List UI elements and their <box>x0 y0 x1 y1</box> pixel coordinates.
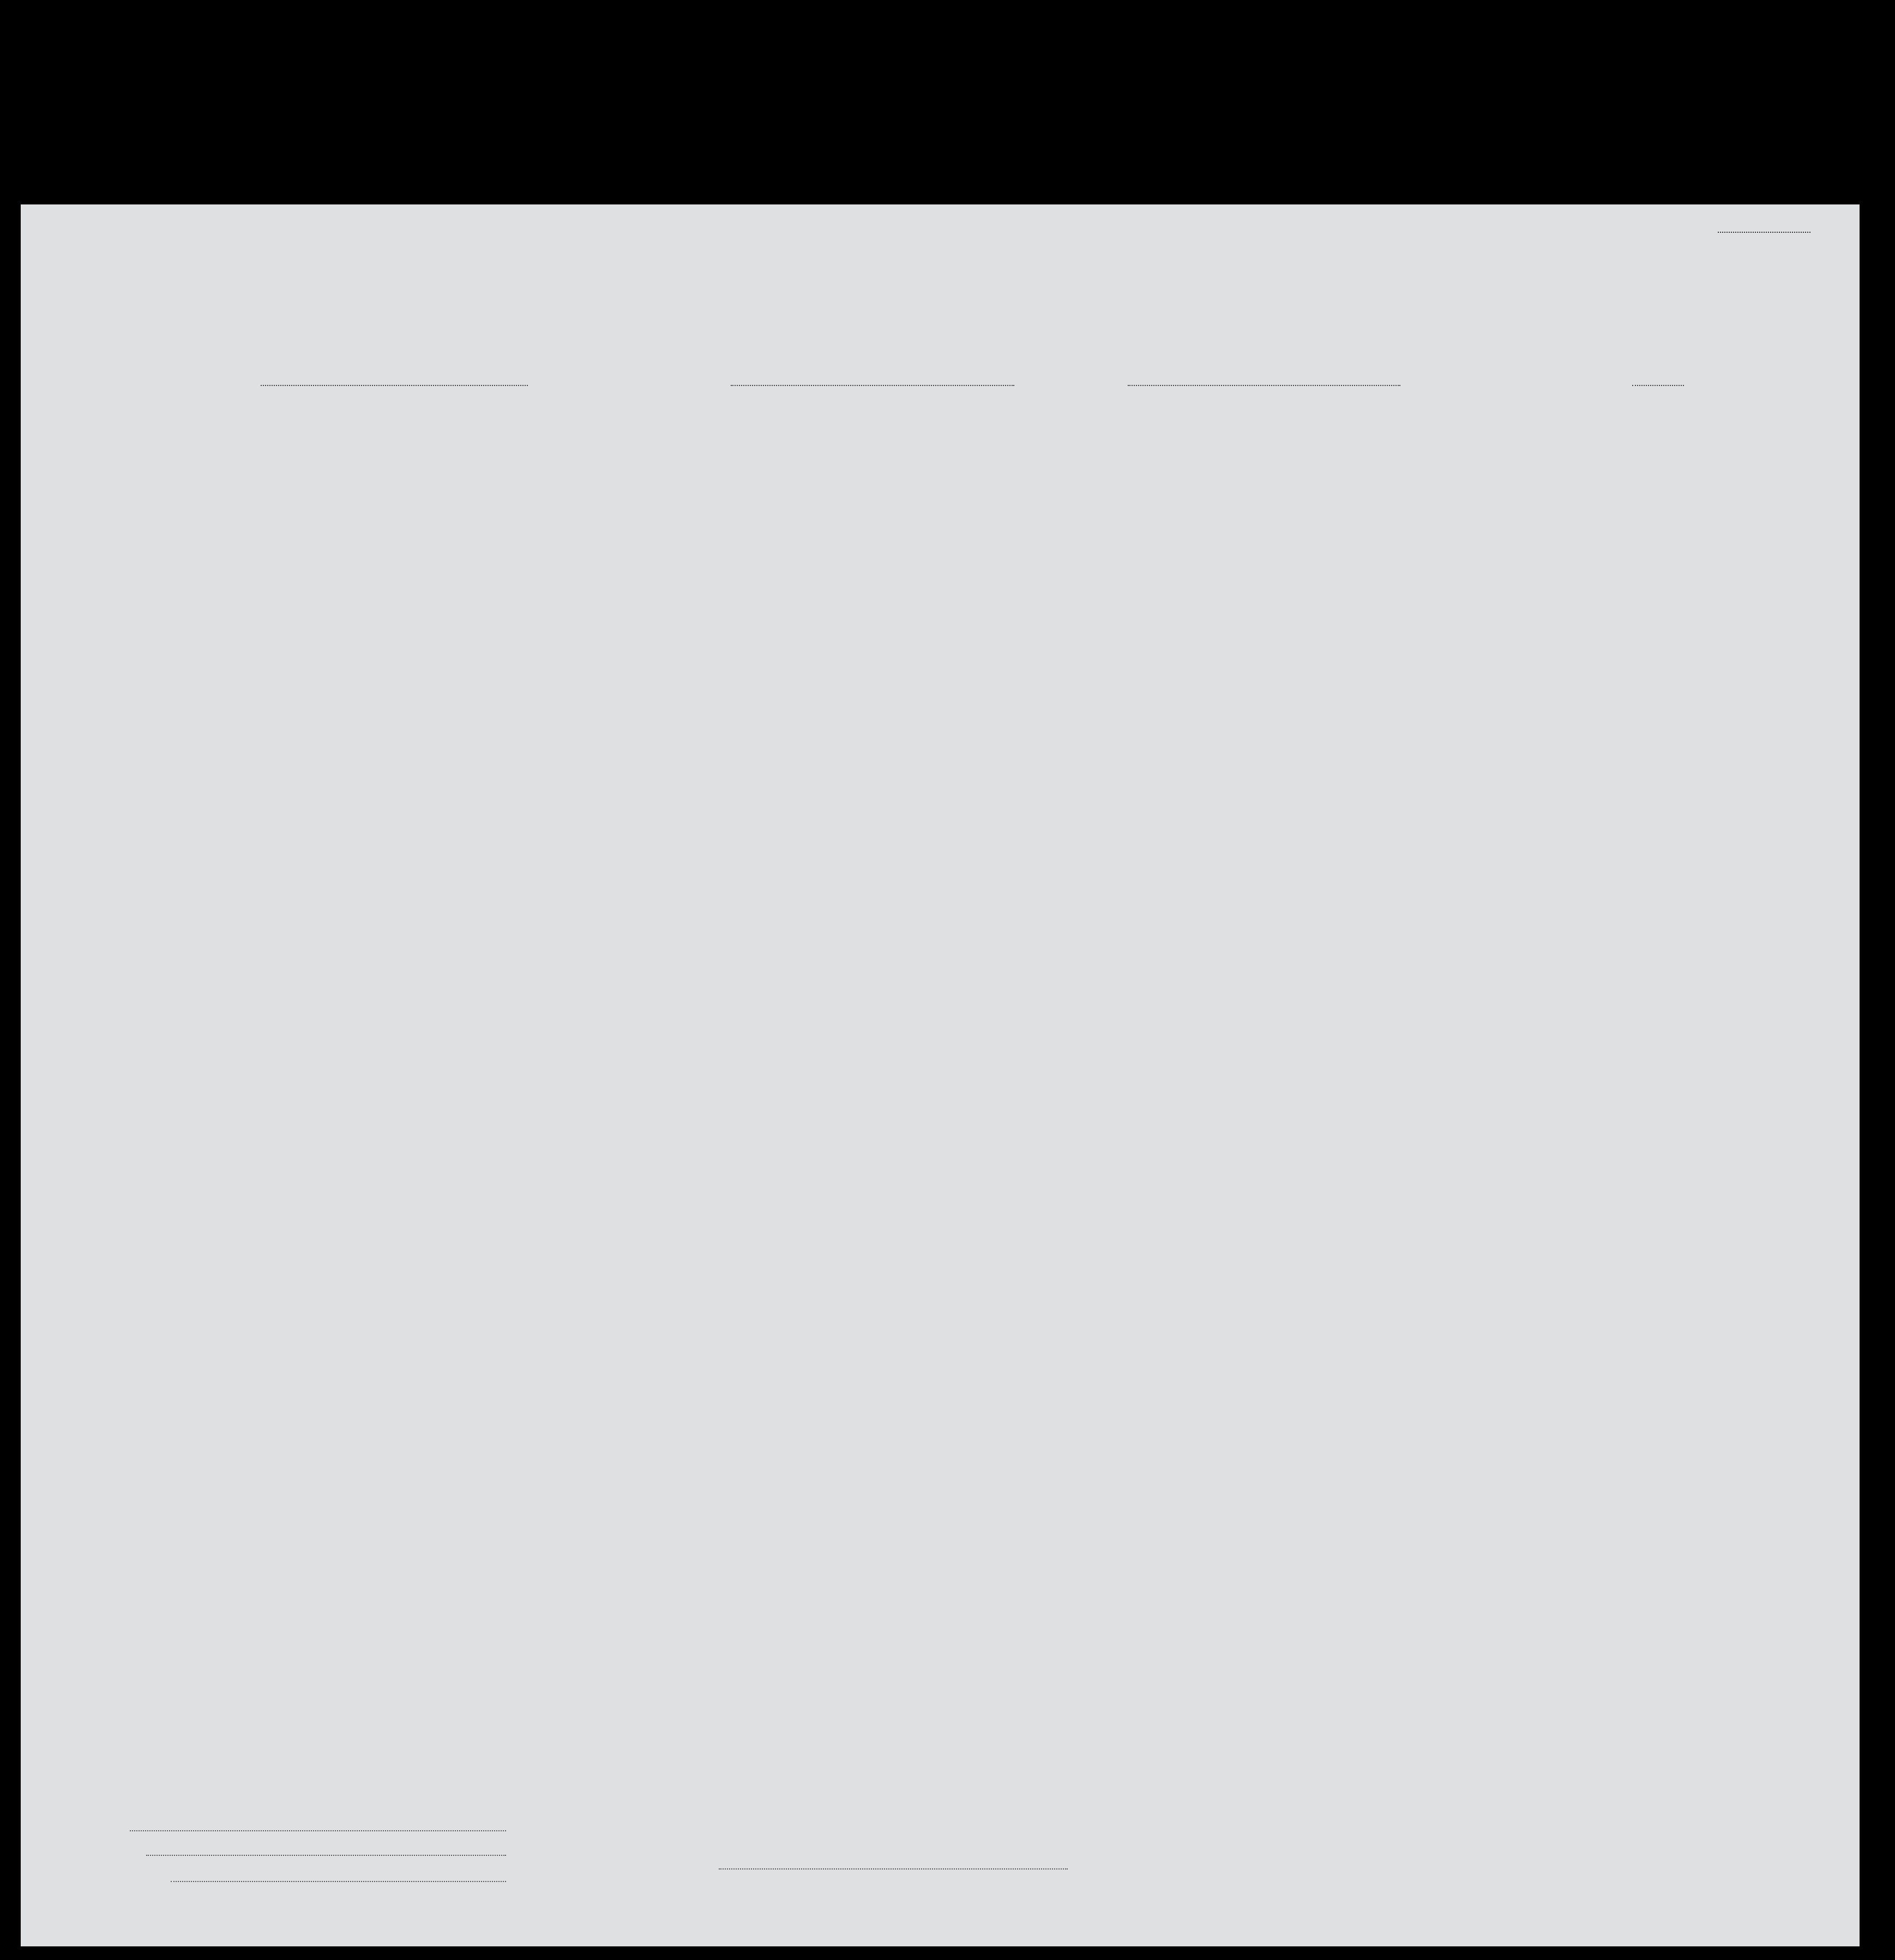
col3-header <box>192 424 547 440</box>
col6-header <box>754 424 929 437</box>
col17-header <box>1706 424 1818 431</box>
table-grid <box>21 204 1860 1946</box>
col14-header <box>1356 424 1407 452</box>
manifest-sheet <box>21 204 1860 1946</box>
col15-header <box>1409 424 1515 435</box>
local-agents-field <box>171 1881 506 1882</box>
col4-header <box>550 424 626 436</box>
inspector-signature-line <box>719 1868 1068 1869</box>
col5-header <box>629 424 751 444</box>
col13-header <box>1305 424 1354 452</box>
col1-header <box>87 424 119 433</box>
line-field <box>130 1830 506 1831</box>
col9-header <box>1027 424 1065 452</box>
col16-header <box>1518 424 1703 431</box>
col8-header <box>982 424 1026 435</box>
col12-header <box>1205 424 1303 452</box>
owners-field <box>146 1855 506 1856</box>
col10-header <box>1065 424 1106 452</box>
col11-header <box>1106 424 1204 452</box>
